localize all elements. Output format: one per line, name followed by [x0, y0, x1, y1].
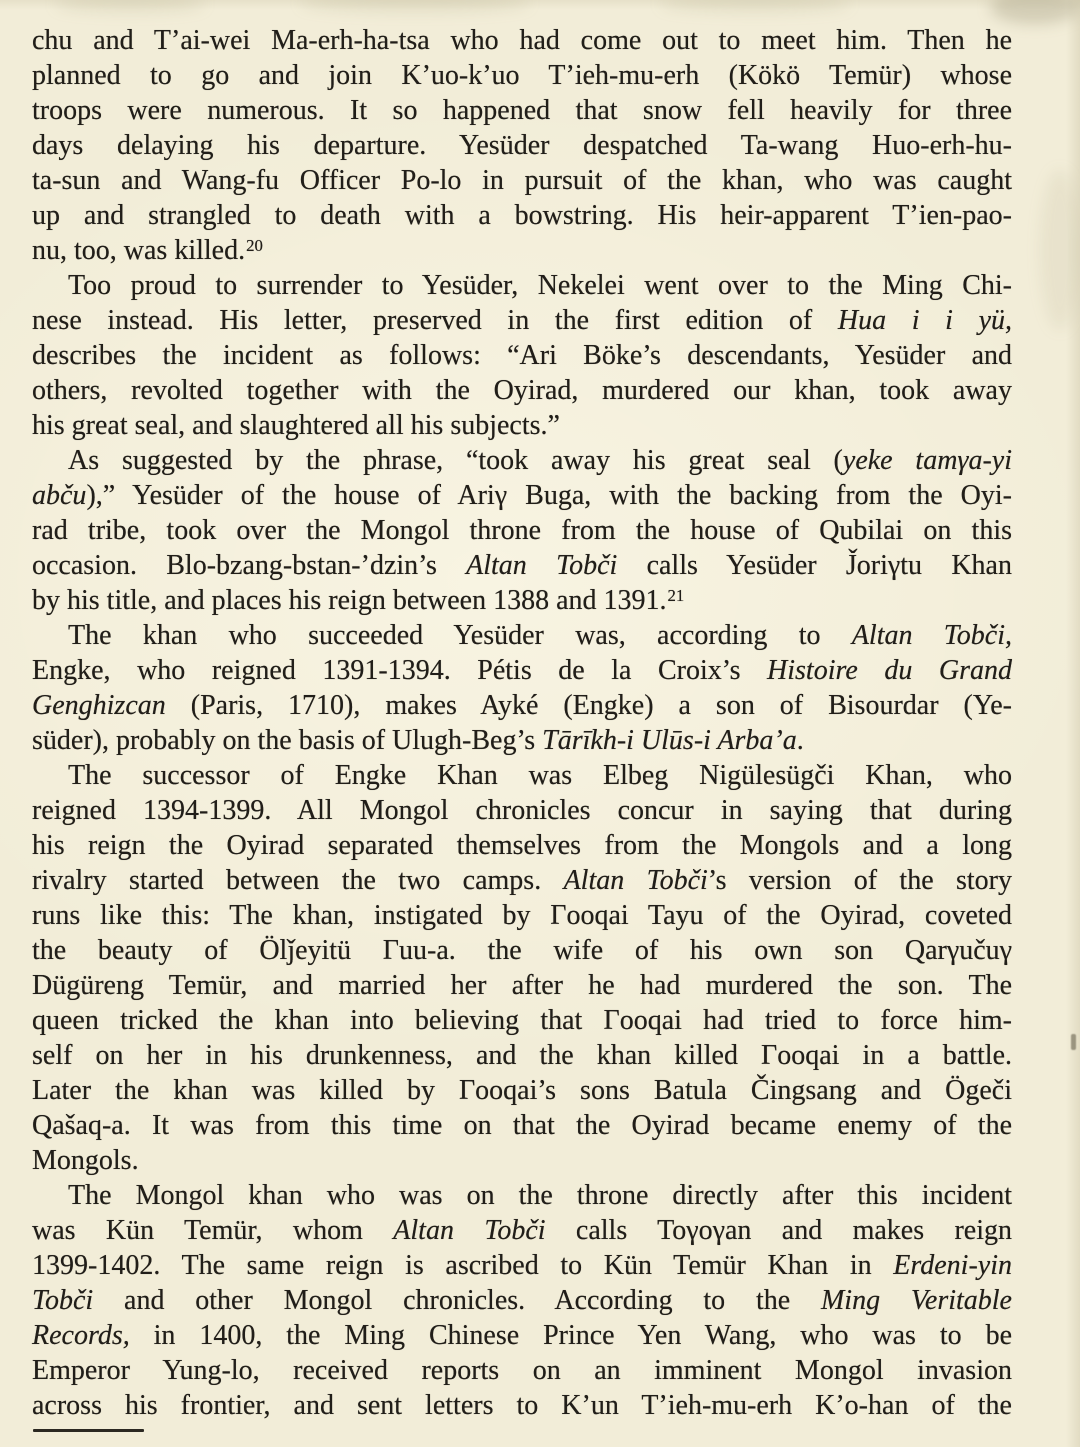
text-segment: Qašaq-a. It was from this time on that the Oyirad became enemy of the	[32, 1110, 1012, 1141]
paragraph	[32, 758, 1012, 1178]
text-segment: across his frontier, and sent letters to K’un T’ieh-mu-erh K’o-han of the	[32, 1390, 1012, 1421]
italic-title-text: Histoire du Grand	[767, 655, 1012, 686]
text-line	[32, 443, 1012, 478]
italic-title-text: yeke tamγa-yi	[842, 445, 1012, 476]
text-line	[32, 688, 1012, 723]
text-segment: chu and T’ai-wei Ma-erh-ha-tsa who had come out to meet him. Then he	[32, 25, 1012, 56]
text-line	[32, 338, 1012, 373]
text-line	[32, 513, 1012, 548]
text-line	[32, 1318, 1012, 1353]
text-line	[32, 1283, 1012, 1318]
text-line	[32, 793, 1012, 828]
page-corner-shadow	[990, 0, 1080, 24]
paragraph	[32, 1178, 1012, 1423]
text-segment: self on her in his drunkenness, and the khan killed Γooqai in a battle.	[32, 1040, 1012, 1071]
text-line	[32, 303, 1012, 338]
footnote-reference: 21	[667, 585, 685, 605]
text-line	[32, 863, 1012, 898]
text-segment: reigned 1394-1399. All Mongol chronicles concur in saying that during	[32, 795, 1012, 826]
text-line	[32, 1388, 1012, 1423]
text-line	[32, 478, 1012, 513]
text-segment: Dügüreng Temür, and married her after he had murdered the son. The	[32, 970, 1012, 1001]
text-line	[32, 163, 1012, 198]
text-line	[32, 1248, 1012, 1283]
paragraph	[32, 618, 1012, 758]
text-line	[32, 268, 1012, 303]
text-segment: Too proud to surrender to Yesüder, Nekelei went over to the Ming Chi-	[68, 270, 1012, 301]
text-segment: describes the incident as follows: “Ari Böke’s descendants, Yesüder and	[32, 340, 1012, 371]
text-segment: planned to go and join K’uo-k’uo T’ieh-mu-erh (Kökö Temür) whose	[32, 60, 1012, 91]
text-line	[32, 93, 1012, 128]
text-segment: was Kün Temür, whom	[32, 1215, 394, 1246]
text-segment: nu, too, was killed.	[32, 235, 246, 266]
text-segment: Later the khan was killed by Γooqai’s sons Batula Čingsang and Ögeči	[32, 1075, 1012, 1106]
text-line	[32, 1353, 1012, 1388]
paragraph	[32, 268, 1012, 443]
text-line	[32, 128, 1012, 163]
text-segment: As suggested by the phrase, “took away his great seal (	[68, 445, 843, 476]
text-line	[32, 898, 1012, 933]
paragraph	[32, 443, 1012, 618]
text-segment: .	[796, 725, 804, 756]
text-segment: The khan who succeeded Yesüder was, according to	[68, 620, 852, 651]
italic-title-text: Tārīkh-i Ulūs-i Arba’a	[542, 725, 797, 756]
text-segment: ta-sun and Wang-fu Officer Po-lo in pursuit of the khan, who was caught	[32, 165, 1012, 196]
page-text	[32, 23, 1012, 1423]
paragraph	[32, 23, 1012, 268]
text-line	[32, 548, 1012, 583]
italic-title-text: Erdeni-yin	[893, 1250, 1012, 1281]
italic-title-text: Altan Tobči	[393, 1215, 546, 1246]
text-line	[32, 933, 1012, 968]
italic-title-text: Altan Tobči	[563, 865, 708, 896]
text-segment: Emperor Yung-lo, received reports on an imminent Mongol invasion	[32, 1355, 1012, 1386]
text-line	[32, 1073, 1012, 1108]
text-line	[32, 968, 1012, 1003]
text-segment: calls Yesüder J̌oriγtu Khan	[617, 550, 1012, 581]
text-line	[32, 1178, 1012, 1213]
text-segment: in 1400, the Ming Chinese Prince Yen Wang, who was to be	[129, 1320, 1012, 1351]
text-line	[32, 583, 1012, 618]
bleed-through-smudge	[660, 0, 850, 12]
text-segment: up and strangled to death with a bowstring. His heir-apparent T’ien-pao-	[32, 200, 1012, 231]
text-segment: nese instead. His letter, preserved in the first edition of	[32, 305, 838, 336]
text-line	[32, 233, 1012, 268]
text-segment: queen tricked the khan into believing that Γooqai had tried to force him-	[32, 1005, 1012, 1036]
text-segment: The Mongol khan who was on the throne directly after this incident	[68, 1180, 1012, 1211]
text-line	[32, 653, 1012, 688]
text-segment: ),” Yesüder of the house of Ariγ Buga, with the backing from the Oyi-	[86, 480, 1012, 511]
text-line	[32, 58, 1012, 93]
text-line	[32, 1038, 1012, 1073]
italic-title-text: Records,	[32, 1320, 130, 1351]
text-line	[32, 198, 1012, 233]
text-segment: runs like this: The khan, instigated by Γooqai Tayu of the Oyirad, coveted	[32, 900, 1012, 931]
text-segment: occasion. Blo-bzang-bstan-’dzin’s	[32, 550, 467, 581]
text-line	[32, 1143, 1012, 1178]
text-segment: ’s version of the story	[707, 865, 1013, 896]
margin-ink-mark	[1071, 1034, 1076, 1050]
italic-title-text: Genghizcan	[32, 690, 166, 721]
text-segment: The successor of Engke Khan was Elbeg Nigülesügči Khan, who	[68, 760, 1012, 791]
text-line	[32, 1213, 1012, 1248]
italic-title-text: Altan Tobči,	[851, 620, 1012, 651]
italic-title-text: Ming Veritable	[820, 1285, 1012, 1316]
bleed-through-smudge	[1040, 170, 1080, 330]
italic-title-text: Tobči	[32, 1285, 94, 1316]
italic-title-text: Altan Tobči	[466, 550, 618, 581]
text-segment: süder), probably on the basis of Ulugh-Beg’s	[32, 725, 543, 756]
text-line	[32, 618, 1012, 653]
text-line	[32, 1108, 1012, 1143]
text-segment: his reign the Oyirad separated themselves from the Mongols and a long	[32, 830, 1012, 861]
text-segment: (Paris, 1710), makes Ayké (Engke) a son of Bisourdar (Ye-	[165, 690, 1012, 721]
italic-title-text: abču	[32, 480, 87, 511]
text-segment: calls Toγoγan and makes reign	[545, 1215, 1012, 1246]
text-line	[32, 758, 1012, 793]
text-line	[32, 1003, 1012, 1038]
text-segment: others, revolted together with the Oyirad, murdered our khan, took away	[32, 375, 1012, 406]
text-segment: Mongols.	[32, 1145, 139, 1176]
text-segment: and other Mongol chronicles. According to the	[93, 1285, 821, 1316]
text-line	[32, 373, 1012, 408]
bleed-through-smudge	[300, 0, 530, 12]
italic-title-text: Hua i i yü,	[837, 305, 1012, 336]
text-segment: by his title, and places his reign between 1388 and 1391.	[32, 585, 667, 616]
text-segment: the beauty of Ölǰeyitü Γuu-a. the wife of his own son Qarγučuγ	[32, 935, 1012, 966]
text-line	[32, 828, 1012, 863]
text-line	[32, 408, 1012, 443]
text-segment: Engke, who reigned 1391-1394. Pétis de la Croix’s	[32, 655, 768, 686]
text-segment: rad tribe, took over the Mongol throne from the house of Qubilai on this	[32, 515, 1012, 546]
text-segment: 1399-1402. The same reign is ascribed to Kün Temür Khan in	[32, 1250, 894, 1281]
text-segment: days delaying his departure. Yesüder despatched Ta-wang Huo-erh-hu-	[32, 130, 1012, 161]
footnote-reference: 20	[246, 235, 263, 255]
text-segment: his great seal, and slaughtered all his subjects.”	[32, 410, 560, 441]
footnote-separator-rule	[33, 1429, 144, 1432]
text-segment: troops were numerous. It so happened that snow fell heavily for three	[32, 95, 1012, 126]
text-segment: rivalry started between the two camps.	[32, 865, 564, 896]
text-line	[32, 723, 1012, 758]
text-line	[32, 23, 1012, 58]
bleed-through-smudge	[55, 0, 205, 12]
